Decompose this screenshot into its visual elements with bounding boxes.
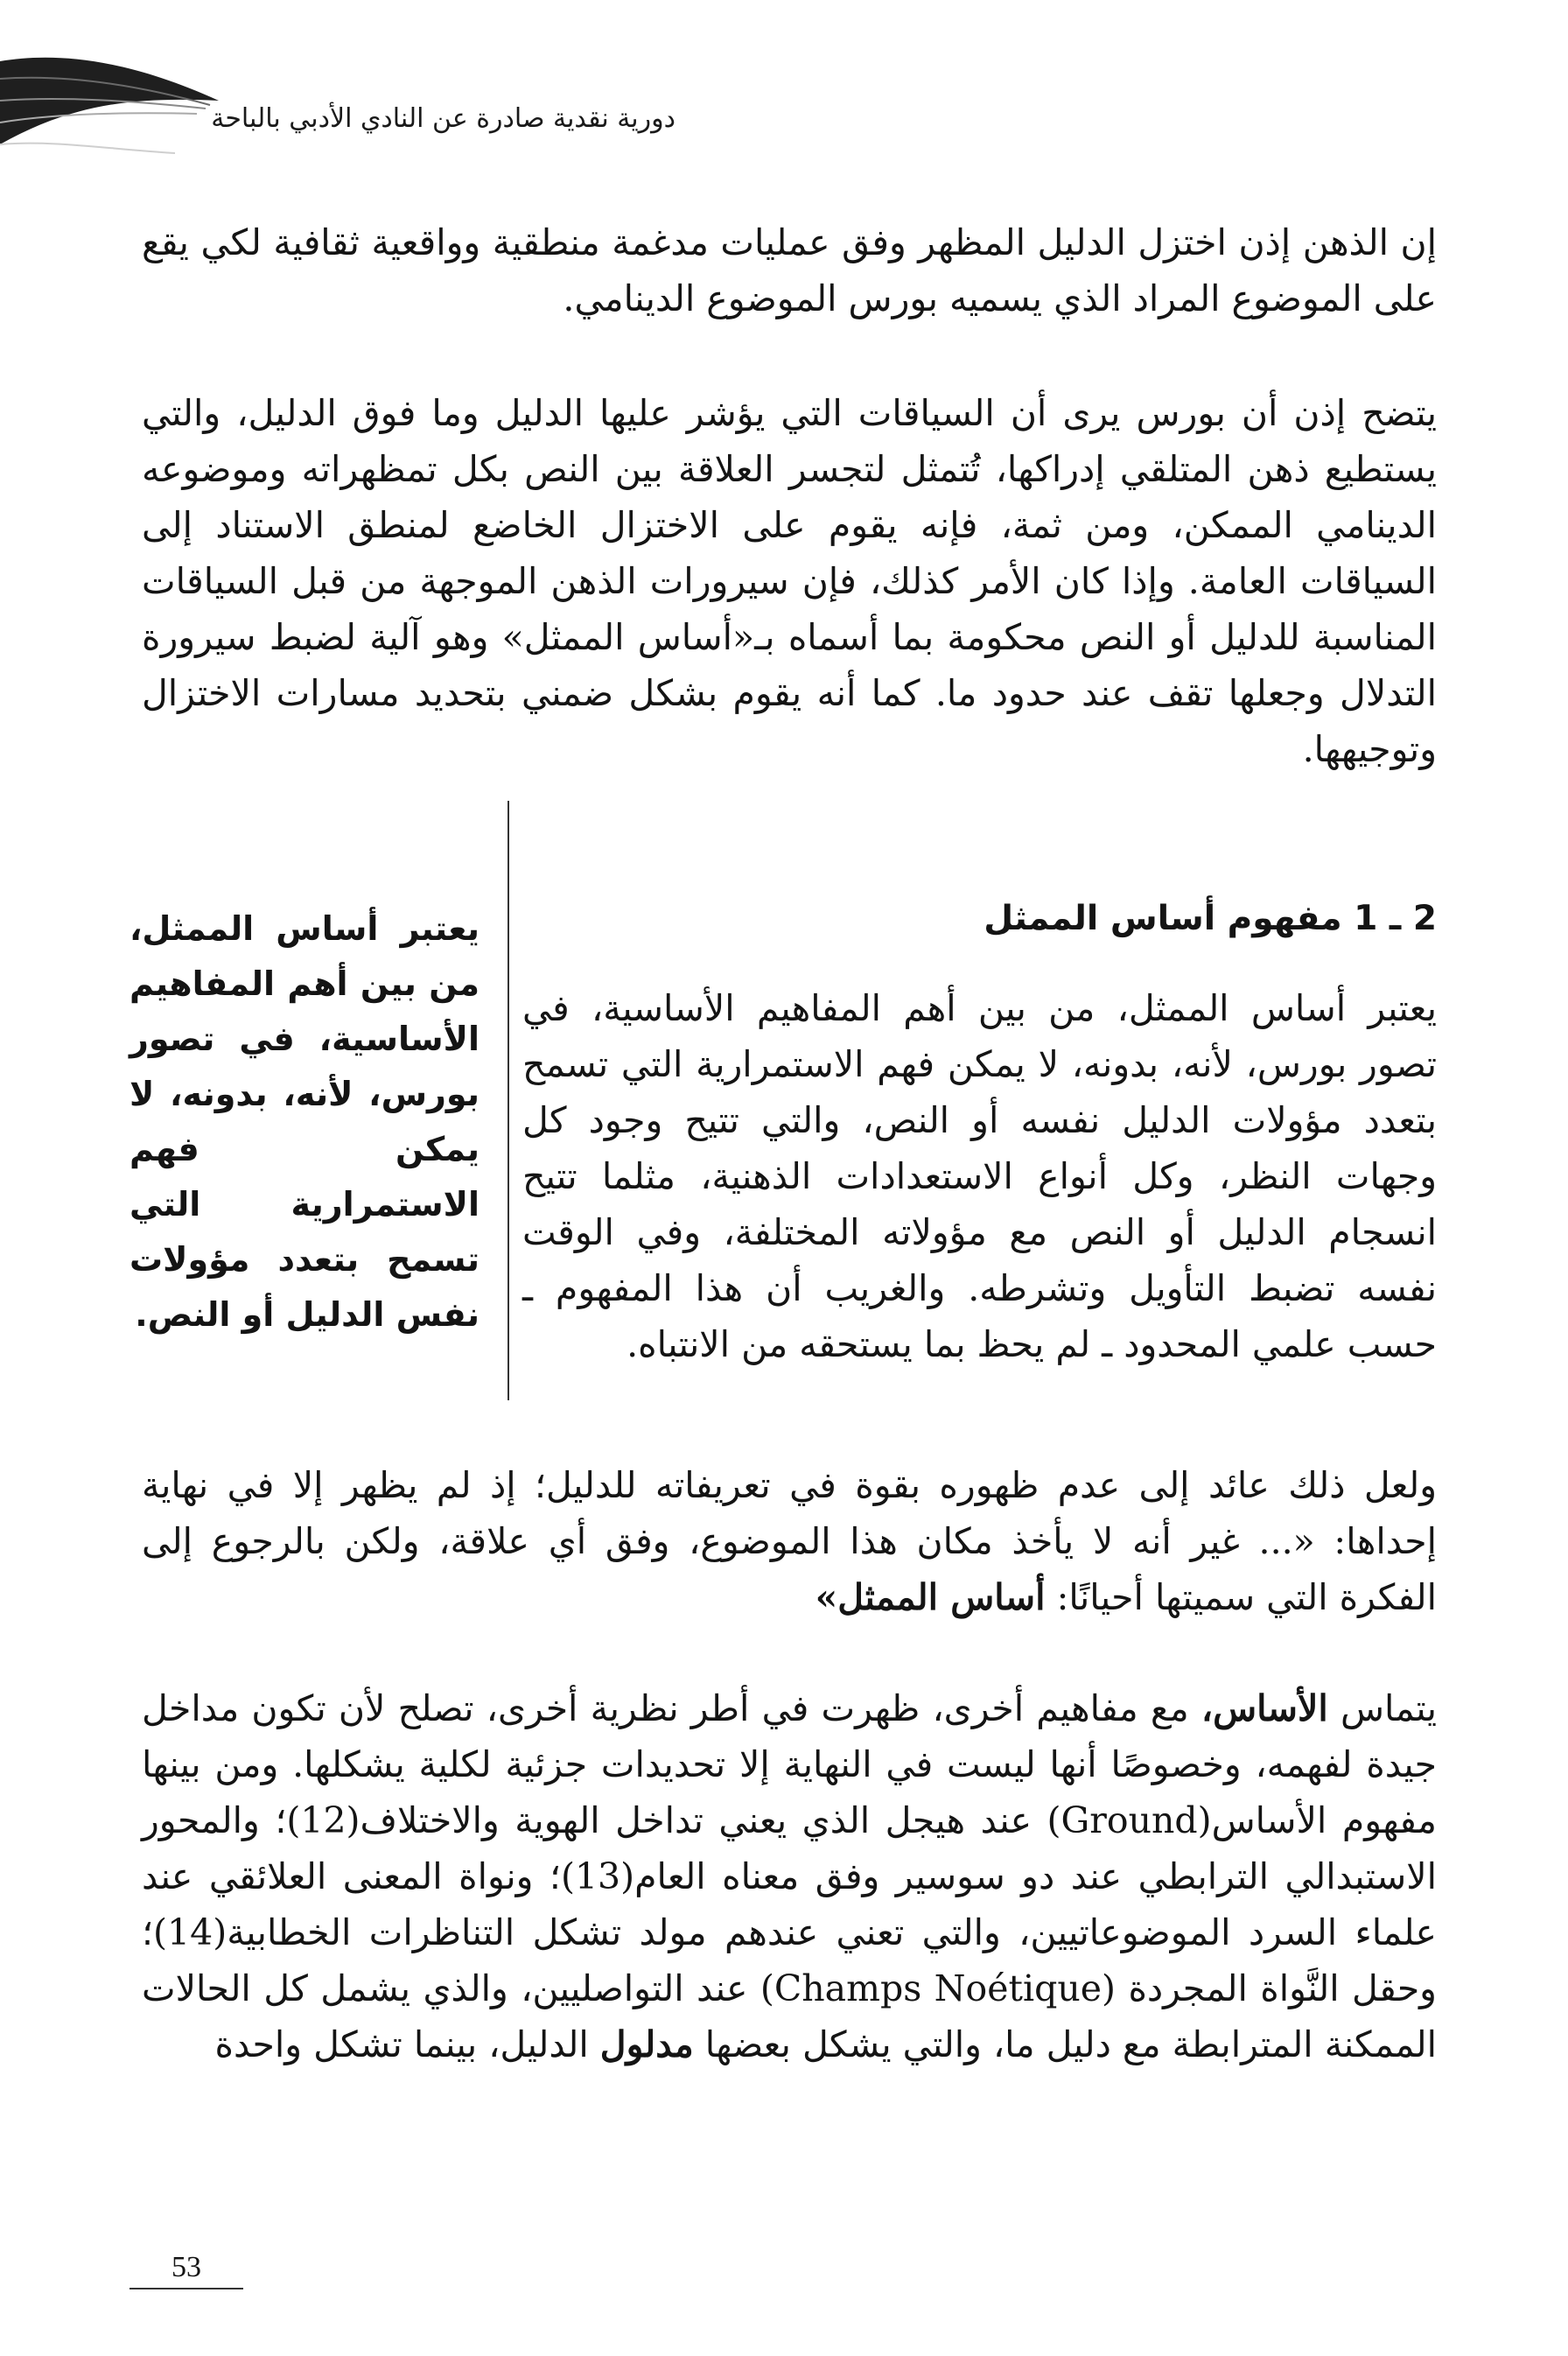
bold-term-signified: مدلول [599, 2023, 694, 2065]
paragraph-4 [142, 1457, 1437, 1625]
paragraph-5-text: مع مفاهيم أخرى، ظهرت في أطر نظرية أخرى، تصلح لأن تكون مداخل جيدة لفهمه، وخصوصًا أنها ليست في النهاية إلا تحديدات جزئية لكلية يشكلها. ومن بينها مفهوم الأساس(Ground) عند هيجل الذي يعني تداخل الهوية والاختلاف(12)؛ والمحور الاستبدالي الترابطي عند دو سوسير وفق معناه العام(13)؛ ونواة المعنى العلائقي عند علماء السرد الموضوعاتيين، والتي تعني عندهم مولد تشكل التناظرات الخطابية(14)؛ وحقل النَّواة المجردة (Champs Noétique) عند التواصليين، والذي يشمل كل الحالات الممكنة المترابطة مع دليل ما، والتي يشكل بعضها [142, 1687, 1437, 2065]
bold-term-ground: الأساس، [1200, 1687, 1328, 1729]
paragraph-3: يعتبر أساس الممثل، من بين أهم المفاهيم الأساسية، في تصور بورس، لأنه، بدونه، لا يمكن فهم الاستمرارية التي تسمح بتعدد مؤولات الدليل نفسه أو النص، والتي تتيح وجود كل وجهات النظر، وكل أنواع الاستعدادات الذهنية، مثلما تتيح انسجام الدليل أو النص مع مؤولاته المختلفة، وفي الوقت نفسه تضبط التأويل وتشرطه. والغريب أن هذا المفهوم ـ حسب علمي المحدود ـ لم يحظ بما يستحقه من الانتباه. [522, 987, 1437, 1365]
paragraph-1: إن الذهن إذن اختزل الدليل المظهر وفق عمليات مدغمة منطقية وواقعية ثقافية لكي يقع على الموضوع المراد الذي يسميه بورس الموضوع الدينامي. [142, 221, 1437, 319]
section-heading: 2 ـ 1 مفهوم أساس الممثل [984, 899, 1437, 938]
page-number-rule [130, 2288, 243, 2289]
running-header: دورية نقدية صادرة عن النادي الأدبي بالباحة [211, 103, 676, 134]
page-number: 53 [172, 2251, 201, 2283]
paragraph-5-lead: يتماس [1340, 1687, 1437, 1729]
paragraph-5-tail: الدليل، بينما تشكل واحدة [214, 2023, 589, 2065]
column-divider [508, 801, 509, 1400]
paragraph-2: يتضح إذن أن بورس يرى أن السياقات التي يؤشر عليها الدليل وما فوق الدليل، والتي يستطيع ذهن المتلقي إدراكها، تُتمثل لتجسر العلاقة بين النص بكل تمظهراته وموضوعه الدينامي الممكن، ومن ثمة، فإنه يقوم على الاختزال الخاضع لمنطق الاستناد إلى السياقات العامة. وإذا كان الأمر كذلك، فإن سيرورات الذهن الموجهة من قبل السياقات المناسبة للدليل أو النص محكومة بما أسماه بـ«أساس الممثل» وهو آلية لضبط سيرورة التدلال وجعلها تقف عند حدود ما. كما أنه يقوم بشكل ضمني بتحديد مسارات الاختزال وتوجيهها. [142, 392, 1437, 770]
paragraph-4-text: ولعل ذلك عائد إلى عدم ظهوره بقوة في تعريفاته للدليل؛ إذ لم يظهر إلا في نهاية إحداها: «... غير أنه لا يأخذ مكان هذا الموضوع، وفق أي علاقة، ولكن بالرجوع إلى الفكرة التي سميتها أحيانًا: [142, 1464, 1437, 1618]
quoted-term: أساس الممثل» [815, 1576, 1046, 1618]
header-ornament [0, 53, 219, 158]
pull-quote: يعتبر أساس الممثل، من بين أهم المفاهيم الأساسية، في تصور بورس، لأنه، بدونه، لا يمكن فهم الاستمرارية التي تسمح بتعدد مؤولات نفس الدليل أو النص. [130, 909, 480, 1334]
paragraph-5 [142, 1680, 1437, 2072]
